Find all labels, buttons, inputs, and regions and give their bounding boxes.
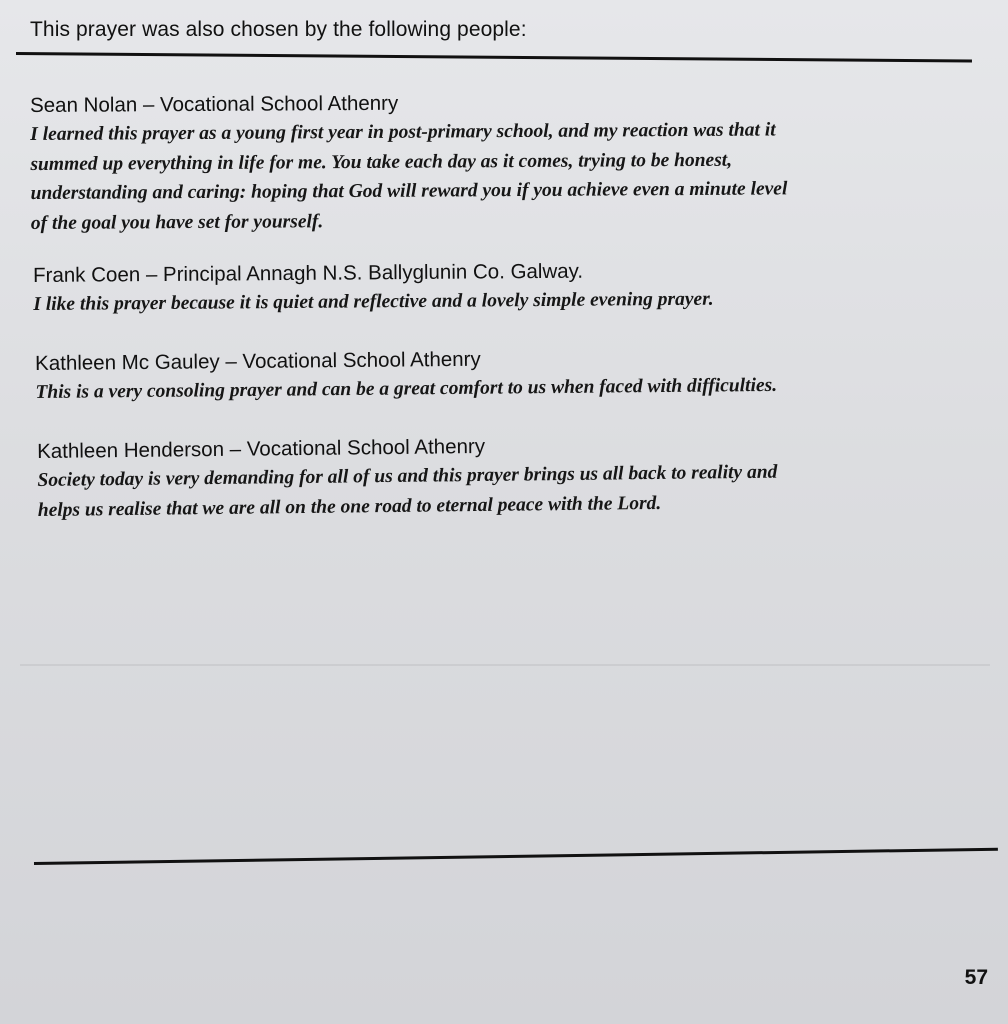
testimonial-entry — [35, 343, 975, 408]
quote-line: understanding and caring: hoping that God will reward you if you achieve even a minute level — [30, 178, 788, 204]
quote-line: I learned this prayer as a young first year in post-primary school, and my reaction was that it — [30, 119, 776, 145]
testimonial-quote — [37, 455, 978, 525]
quote-line: Society today is very demanding for all of us and this prayer brings us all back to reality and — [37, 461, 778, 491]
page-number: 57 — [964, 966, 988, 989]
page-heading: This prayer was also chosen by the following people: — [30, 18, 527, 41]
quote-line: I like this prayer because it is quiet and reflective and a lovely simple evening prayer. — [33, 288, 714, 315]
testimonial-quote — [35, 369, 975, 408]
testimonial-name: Kathleen Henderson – Vocational School Athenry — [37, 434, 486, 463]
testimonial-name: Sean Nolan – Vocational School Athenry — [30, 91, 399, 117]
top-divider — [16, 52, 972, 63]
bottom-divider — [34, 848, 998, 865]
testimonial-quote — [33, 283, 973, 320]
quote-line: helps us realise that we are all on the one road to eternal peace with the Lord. — [37, 492, 662, 521]
testimonial-name: Frank Coen – Principal Annagh N.S. Ballyglunin Co. Galway. — [33, 259, 584, 287]
quote-line: summed up everything in life for me. You take each day as it comes, trying to be honest, — [30, 149, 733, 175]
testimonial-entry — [37, 429, 978, 525]
testimonial-entry — [33, 257, 973, 320]
testimonial-name: Kathleen Mc Gauley – Vocational School Athenry — [35, 347, 481, 375]
testimonial-quote — [30, 114, 971, 238]
quote-line: of the goal you have set for yourself. — [30, 210, 324, 234]
quote-line: This is a very consoling prayer and can be a great comfort to us when faced with difficulties. — [35, 374, 778, 403]
testimonial-entry — [30, 88, 971, 238]
